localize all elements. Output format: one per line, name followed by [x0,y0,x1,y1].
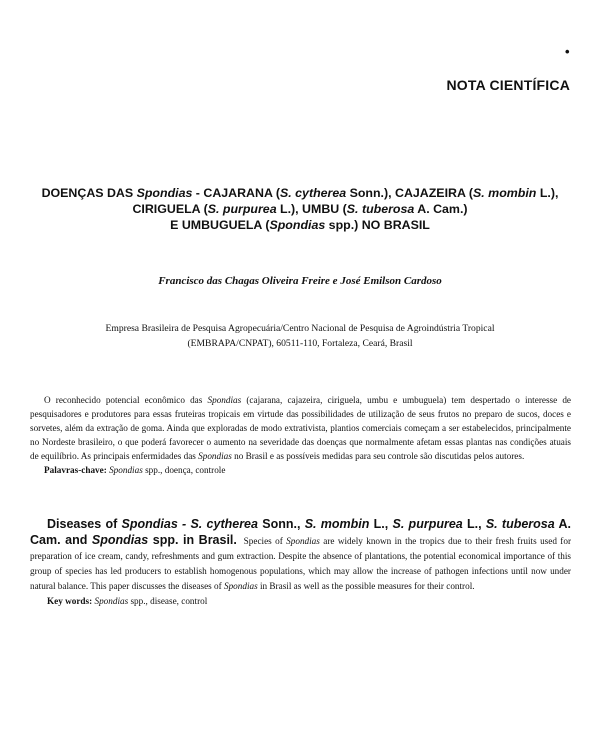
title-line-3: E UMBUGUELA (Spondias spp.) NO BRASIL [170,218,430,232]
abstract-english [30,517,571,609]
keywords-english: Key words: Spondias spp., disease, control [47,596,208,606]
english-title: Diseases of Spondias - S. cytherea Sonn., S. mombin L., S. purpurea L., S. tuberosa A. Cam. and Spondias spp. in Brasil. [30,517,571,547]
corner-mark: • [565,44,570,59]
title-line-2: CIRIGUELA (S. purpurea L.), UMBU (S. tuberosa A. Cam.) [132,202,468,216]
affiliation-line-1: Empresa Brasileira de Pesquisa Agropecuária/Centro Nacional de Pesquisa de Agroindústria Tropical [105,323,495,334]
abstract-en-text: Diseases of Spondias - S. cytherea Sonn., S. mombin L., S. purpurea L., S. tuberosa A. Cam. and Spondias spp. in Brasil. Species of Spondias are widely known in the tropics due to their fresh fruits used for preparation of ice cream, candy, refreshments and gum extraction. Despite the absence of plantations, the potential economical importance of this group of species has led producers to establish homogenous populations, which may allow the increase of pathogen infections until now under natural balance. This paper discusses the diseases of Spondias in Brasil as well as the possible measures for their control. [30,517,572,591]
abstract-pt-text: O reconhecido potencial econômico das Spondias (cajarana, cajazeira, ciriguela, umbu e umbuguela) tem despertado o interesse de pesquisadores e produtores para essas fruteiras tropicais em virtude das possibilidades de utilização de seus frutos no preparo de sucos, doces e sorvetes, além da extração de goma. Ainda que exploradas de modo extrativista, plantios comerciais começam a ser estabelecidos, principalmente no Nordeste brasileiro, o que poderá favorecer o aumento na severidade das doenças que normalmente afetam essas plantas nas condições atuais de equilíbrio. As principais enfermidades das Spondias no Brasil e as possíveis medidas para seu controle são discutidas pelos autores. [30,395,571,461]
authors: Francisco das Chagas Oliveira Freire e José Emilson Cardoso [158,275,442,287]
abstract-portuguese [30,393,571,477]
affiliation-line-2: (EMBRAPA/CNPAT), 60511-110, Fortaleza, Ceará, Brasil [187,338,413,349]
keywords-portuguese: Palavras-chave: Spondias spp., doença, controle [44,465,226,475]
title-line-1: DOENÇAS DAS Spondias - CAJARANA (S. cytherea Sonn.), CAJAZEIRA (S. mombin L.), [41,186,559,200]
affiliation [20,321,580,351]
article-title [20,185,580,233]
section-label: NOTA CIENTÍFICA [446,77,570,93]
